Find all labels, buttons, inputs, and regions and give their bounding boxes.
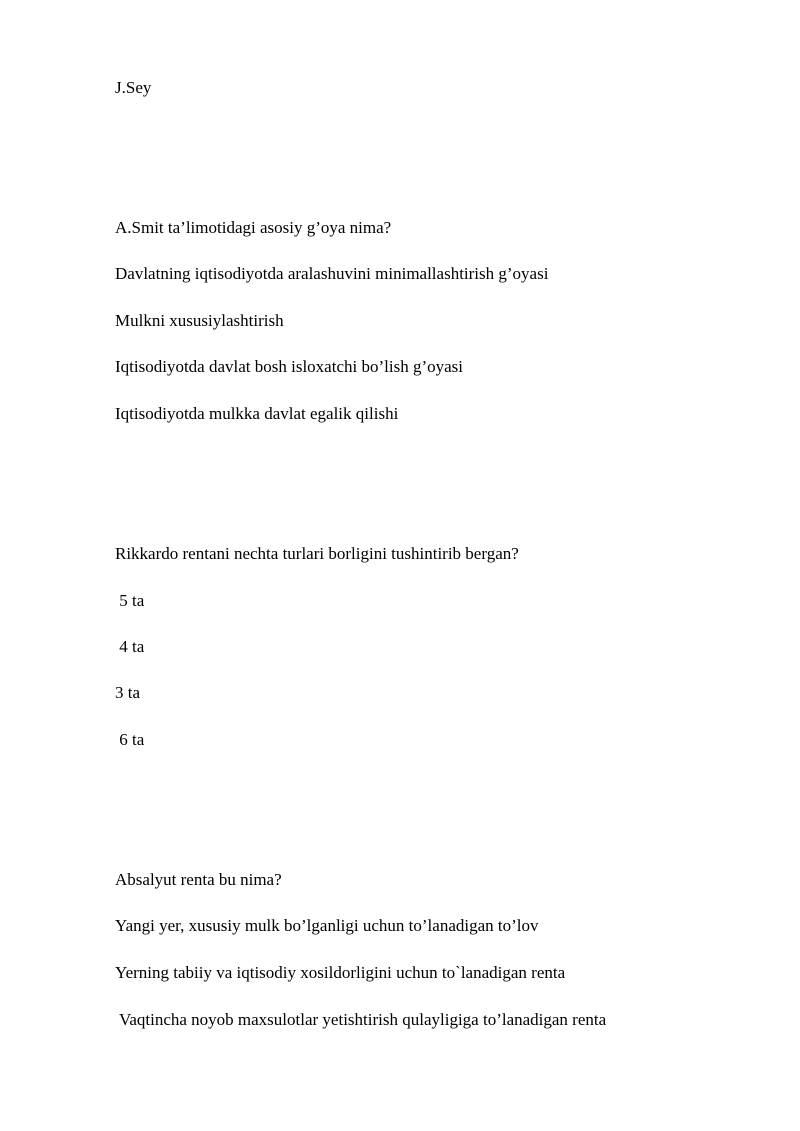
question-3-option-1: Yangi yer, xususiy mulk bo’lganligi uchun to’lanadigan to’lov [115, 916, 539, 935]
question-2-option-3: 3 ta [115, 683, 141, 702]
question-1-option-1: Davlatning iqtisodiyotda aralashuvini minimallashtirish g’oyasi [115, 264, 549, 283]
question-1: A.Smit ta’limotidagi asosiy g’oya nima? [115, 218, 392, 237]
question-1-option-4: Iqtisodiyotda mulkka davlat egalik qilishi [115, 404, 399, 423]
question-3: Absalyut renta bu nima? [115, 870, 282, 889]
question-1-option-2: Mulkni xususiylashtirish [115, 311, 284, 330]
question-2-option-4: 6 ta [115, 730, 145, 749]
question-2: Rikkardo rentani nechta turlari borligini tushintirib bergan? [115, 544, 519, 563]
question-3-option-2: Yerning tabiiy va iqtisodiy xosildorligini uchun to`lanadigan renta [115, 963, 566, 982]
question-3-option-3: Vaqtincha noyob maxsulotlar yetishtirish qulayligiga to’lanadigan renta [115, 1010, 607, 1029]
question-2-option-2: 4 ta [115, 637, 145, 656]
answer-fragment: J.Sey [115, 78, 152, 97]
question-1-option-3: Iqtisodiyotda davlat bosh isloxatchi bo’lish g’oyasi [115, 357, 463, 376]
question-2-option-1: 5 ta [115, 591, 145, 610]
